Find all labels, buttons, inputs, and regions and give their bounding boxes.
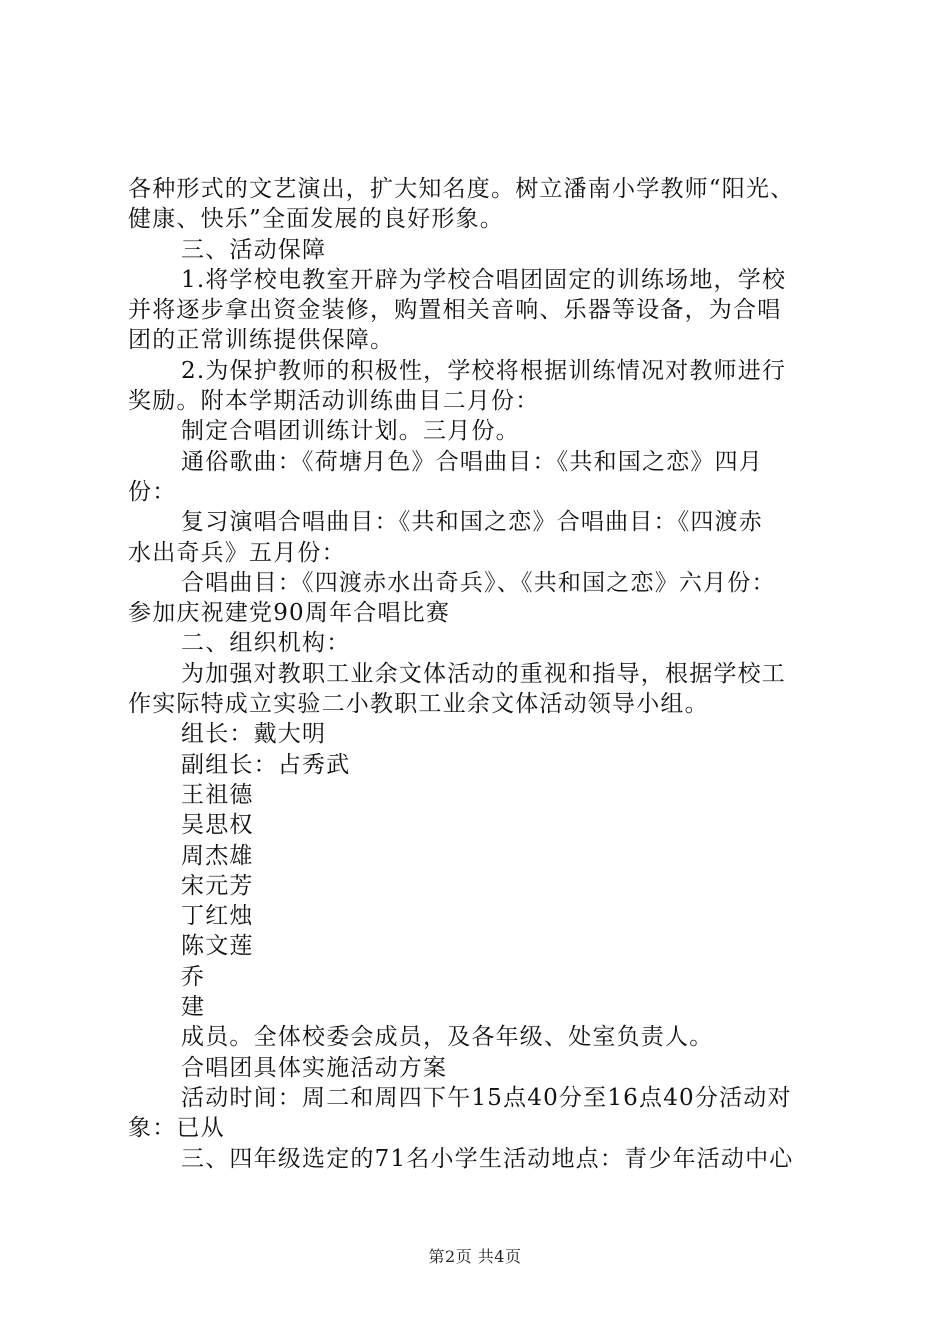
text-line: 陈文莲 [181,933,254,960]
text-line: 各种形式的文艺演出，扩大知名度。树立潘南小学教师“阳光、 [128,176,795,202]
page-footer: 第2页 共4页 [428,1247,522,1266]
text-line: 组长：戴大明 [181,721,327,748]
text-line: 三、活动保障 [181,236,327,263]
text-line: 成员。全体校委会成员，及各年级、处室负责人。 [181,1024,714,1051]
text-line: 建 [181,994,206,1021]
text-line: 2.为保护教师的积极性，学校将根据训练情况对教师进行 [181,357,787,384]
text-line: 吴思权 [181,812,254,839]
text-line: 复习演唱合唱曲目：《共和国之恋》合唱曲目：《四渡赤 [181,509,763,536]
document-body [128,174,848,1174]
text-line: 三、四年级选定的71名小学生活动地点：青少年活动中心 [181,1145,794,1172]
text-line: 二、组织机构： [181,630,351,657]
text-line: 副组长：占秀武 [181,751,351,778]
text-line: 乔 [181,963,206,990]
text-line: 参加庆祝建党90周年合唱比赛 [128,600,451,627]
text-line: 作实际特成立实验二小教职工业余文体活动领导小组。 [128,691,709,718]
text-line: 周杰雄 [181,842,254,869]
text-line: 宋元芳 [181,872,254,899]
text-line: 合唱曲目：《四渡赤水出奇兵》、《共和国之恋》六月份： [181,569,776,596]
text-line: 象：已从 [128,1115,225,1142]
text-line: 份： [128,478,177,505]
text-line: 1.将学校电教室开辟为学校合唱团固定的训练场地，学校 [181,266,787,293]
text-line: 团的正常训练提供保障。 [128,327,395,354]
text-line: 王祖德 [181,781,254,808]
text-line: 为加强对教职工业余文体活动的重视和指导，根据学校工 [181,660,786,687]
text-line: 奖励。附本学期活动训练曲目二月份： [128,388,540,415]
text-line: 制定合唱团训练计划。三月份。 [181,418,520,445]
text-line: 丁红烛 [181,903,254,930]
text-line: 合唱团具体实施活动方案 [181,1054,448,1081]
text-line: 并将逐步拿出资金装修，购置相关音响、乐器等设备，为合唱 [128,297,782,324]
text-line: 水出奇兵》五月份： [128,539,346,566]
text-line: 活动时间：周二和周四下午15点40分至16点40分活动对 [181,1084,792,1111]
text-line: 健康、快乐”全面发展的良好形象。 [128,206,504,233]
text-line: 通俗歌曲：《荷塘月色》合唱曲目：《共和国之恋》四月 [181,448,763,475]
